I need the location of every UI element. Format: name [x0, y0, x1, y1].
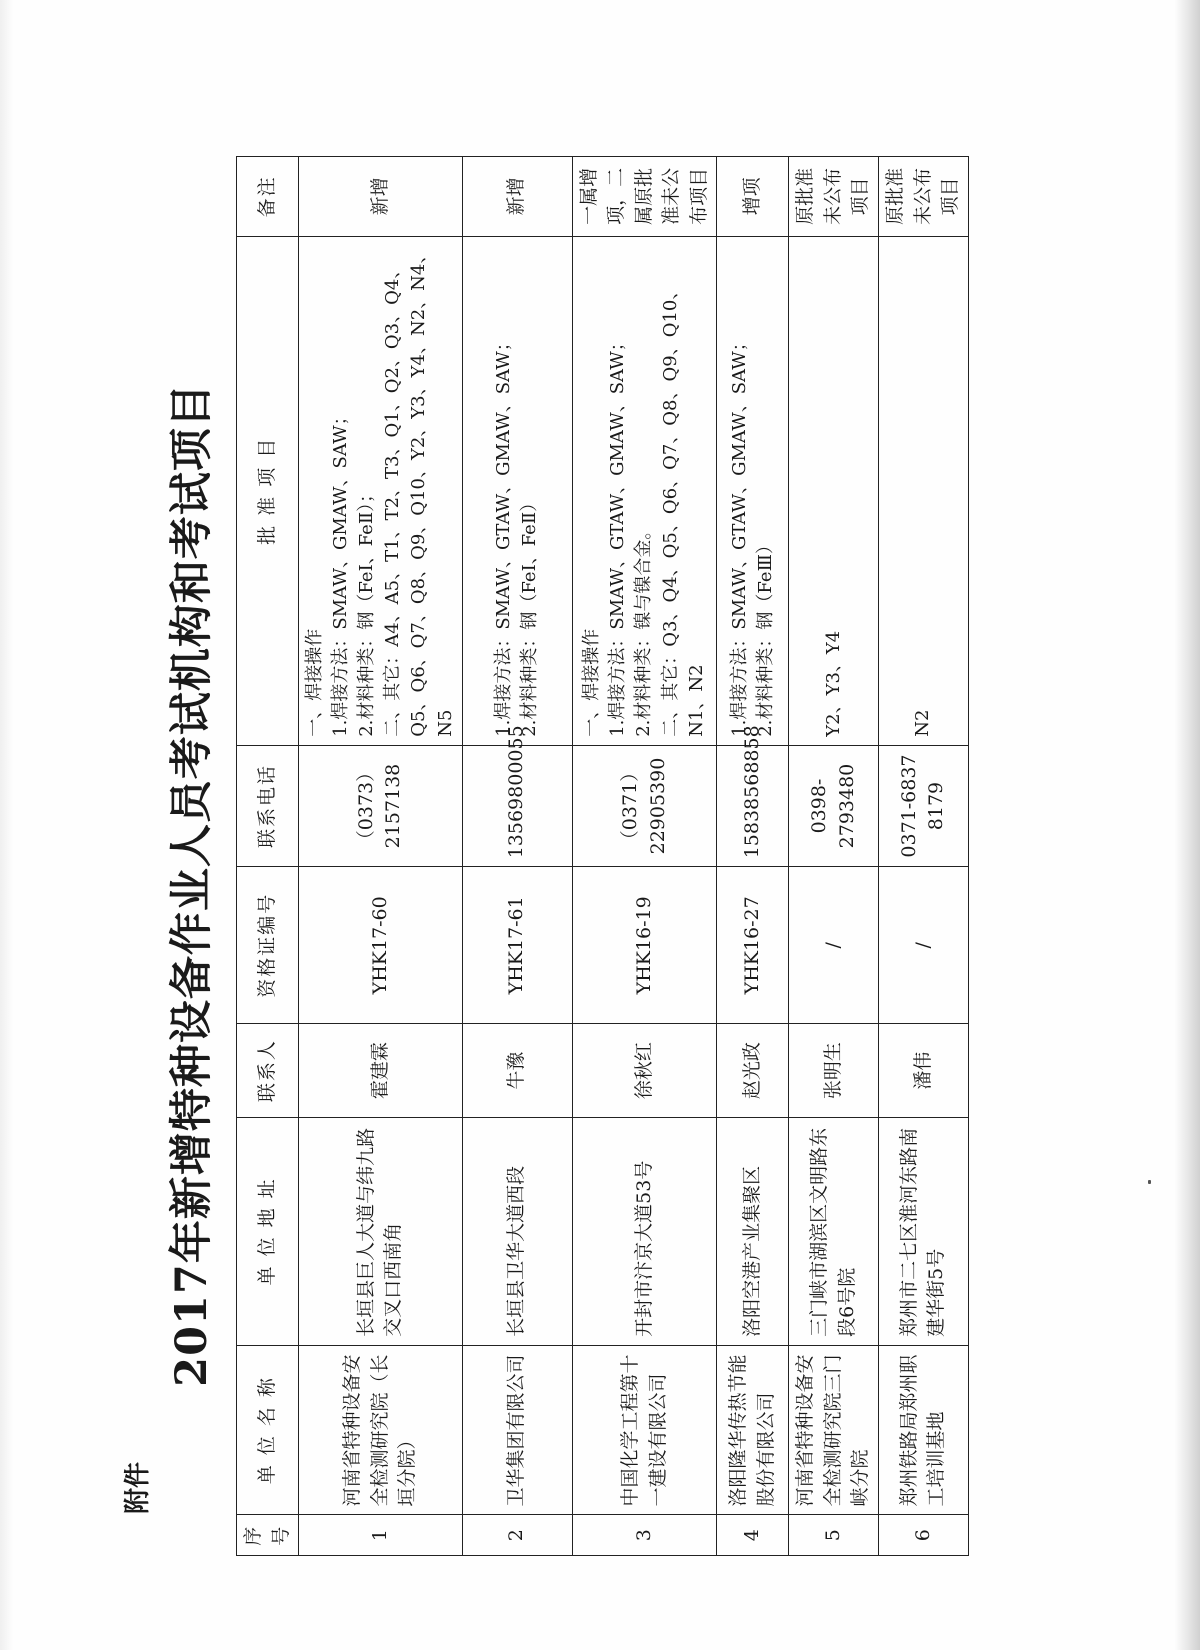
cell-remark: 增项	[717, 157, 789, 237]
cell-phone: 15838568858	[717, 745, 789, 867]
attachment-label: 附件	[123, 1462, 153, 1515]
cell-items	[572, 236, 717, 745]
cell-cert-no: /	[789, 867, 879, 1024]
header-row	[237, 157, 299, 1556]
cell-address: 开封市汴京大道53号	[572, 1117, 717, 1345]
cell-items	[879, 236, 969, 745]
cell-remark: 原批准未公布项目	[879, 157, 969, 237]
cell-unit-name: 洛阳隆华传热节能股份有限公司	[717, 1345, 789, 1515]
table-rotator	[236, 156, 966, 1556]
cell-cert-no: YHK17-61	[462, 867, 572, 1024]
cell-contact: 张明生	[789, 1024, 879, 1118]
cell-seq: 2	[462, 1515, 572, 1556]
cell-address: 三门峡市湖滨区文明路东段6号院	[789, 1117, 879, 1345]
cell-address: 郑州市二七区淮河东路南建华街5号	[879, 1117, 969, 1345]
cell-items	[462, 236, 572, 745]
header-remark: 备注	[237, 157, 299, 237]
exam-institution-table	[236, 156, 969, 1556]
item-line: 二、其它：Q3、Q4、Q5、Q6、Q7、Q8、Q9、Q10、N1、N2	[659, 281, 707, 737]
title-rotator	[160, 245, 224, 1525]
item-line: 一、焊接操作	[304, 628, 326, 737]
header-seq: 序号	[237, 1515, 299, 1556]
table-row	[462, 157, 572, 1556]
cell-items	[299, 236, 463, 745]
cell-unit-name: 河南省特种设备安全检测研究院三门峡分院	[789, 1345, 879, 1515]
cell-cert-no: YHK16-27	[717, 867, 789, 1024]
cell-contact: 霍建霖	[299, 1024, 463, 1118]
header-contact: 联系人	[237, 1024, 299, 1118]
cell-phone: 0371-6837 8179	[879, 745, 969, 867]
header-cert-no: 资格证编号	[237, 867, 299, 1024]
cell-cert-no: YHK16-19	[572, 867, 717, 1024]
cell-contact: 潘伟	[879, 1024, 969, 1118]
cell-cert-no: /	[879, 867, 969, 1024]
item-line: 2.材料种类：钢（FeⅠ、FeⅡ）	[519, 493, 541, 737]
item-line: 2.材料种类：钢（FeⅠ、FeⅡ）；	[356, 484, 378, 737]
cell-address: 长垣县巨人大道与纬九路交叉口西南角	[299, 1117, 463, 1345]
table-row	[572, 157, 717, 1556]
scan-speck	[1148, 1180, 1151, 1184]
cell-remark: 一属增项，二属原批准未公布项目	[572, 157, 717, 237]
cell-seq: 1	[299, 1515, 463, 1556]
header-phone: 联系电话	[237, 745, 299, 867]
cell-cert-no: YHK17-60	[299, 867, 463, 1024]
scan-shadow-right	[1174, 0, 1200, 1650]
cell-phone: （0371）22905390	[572, 745, 717, 867]
item-line: Y2、Y3、Y4	[822, 630, 844, 737]
item-line: N2	[912, 709, 934, 737]
table-row	[789, 157, 879, 1556]
cell-contact: 徐秋红	[572, 1024, 717, 1118]
header-unit-name: 单 位 名 称	[237, 1345, 299, 1515]
cell-phone: （0373）2157138	[299, 745, 463, 867]
item-line: 1.焊接方法：SMAW、GMAW、SAW；	[330, 407, 352, 737]
cell-address: 长垣县卫华大道西段	[462, 1117, 572, 1345]
table-row	[299, 157, 463, 1556]
cell-phone: 13569800055	[462, 745, 572, 867]
cell-unit-name: 河南省特种设备安全检测研究院（长垣分院）	[299, 1345, 463, 1515]
cell-items	[789, 236, 879, 745]
cell-unit-name: 卫华集团有限公司	[462, 1345, 572, 1515]
cell-remark: 新增	[299, 157, 463, 237]
cell-seq: 3	[572, 1515, 717, 1556]
cell-seq: 6	[879, 1515, 969, 1556]
cell-address: 洛阳空港产业集聚区	[717, 1117, 789, 1345]
cell-items	[717, 236, 789, 745]
cell-unit-name: 中国化学工程第十一建设有限公司	[572, 1345, 717, 1515]
cell-seq: 5	[789, 1515, 879, 1556]
item-line: 2.材料种类：镍与镍合金。	[633, 521, 655, 737]
table-row	[717, 157, 789, 1556]
table-row	[879, 157, 969, 1556]
cell-remark: 原批准未公布项目	[789, 157, 879, 237]
item-line: 二、其它：A4、A5、T1、T2、T3、Q1、Q2、Q3、Q4、Q5、Q6、Q7、Q8、Q9、Q10、Y2、Y3、Y4、N2、N4、N5	[382, 245, 456, 737]
cell-unit-name: 郑州铁路局郑州职工培训基地	[879, 1345, 969, 1515]
page-title: 2017年新增特种设备作业人员考试机构和考试项目	[167, 383, 217, 1387]
cell-remark: 新增	[462, 157, 572, 237]
header-address: 单 位 地 址	[237, 1117, 299, 1345]
header-items: 批 准 项 目	[237, 236, 299, 745]
scan-shadow-left	[0, 0, 14, 1650]
cell-contact: 赵光政	[717, 1024, 789, 1118]
item-line: 1.焊接方法：SMAW、GTAW、GMAW、SAW；	[493, 333, 515, 737]
item-line: 1.焊接方法：SMAW、GTAW、GMAW、SAW；	[607, 333, 629, 737]
item-line: 一、焊接操作	[581, 628, 603, 737]
cell-phone: 0398-2793480	[789, 745, 879, 867]
cell-contact: 牛豫	[462, 1024, 572, 1118]
cell-seq: 4	[717, 1515, 789, 1556]
item-line: 2.材料种类：钢（FeⅢ）	[754, 536, 776, 737]
item-line: 1.焊接方法：SMAW、GTAW、GMAW、SAW；	[728, 333, 750, 737]
